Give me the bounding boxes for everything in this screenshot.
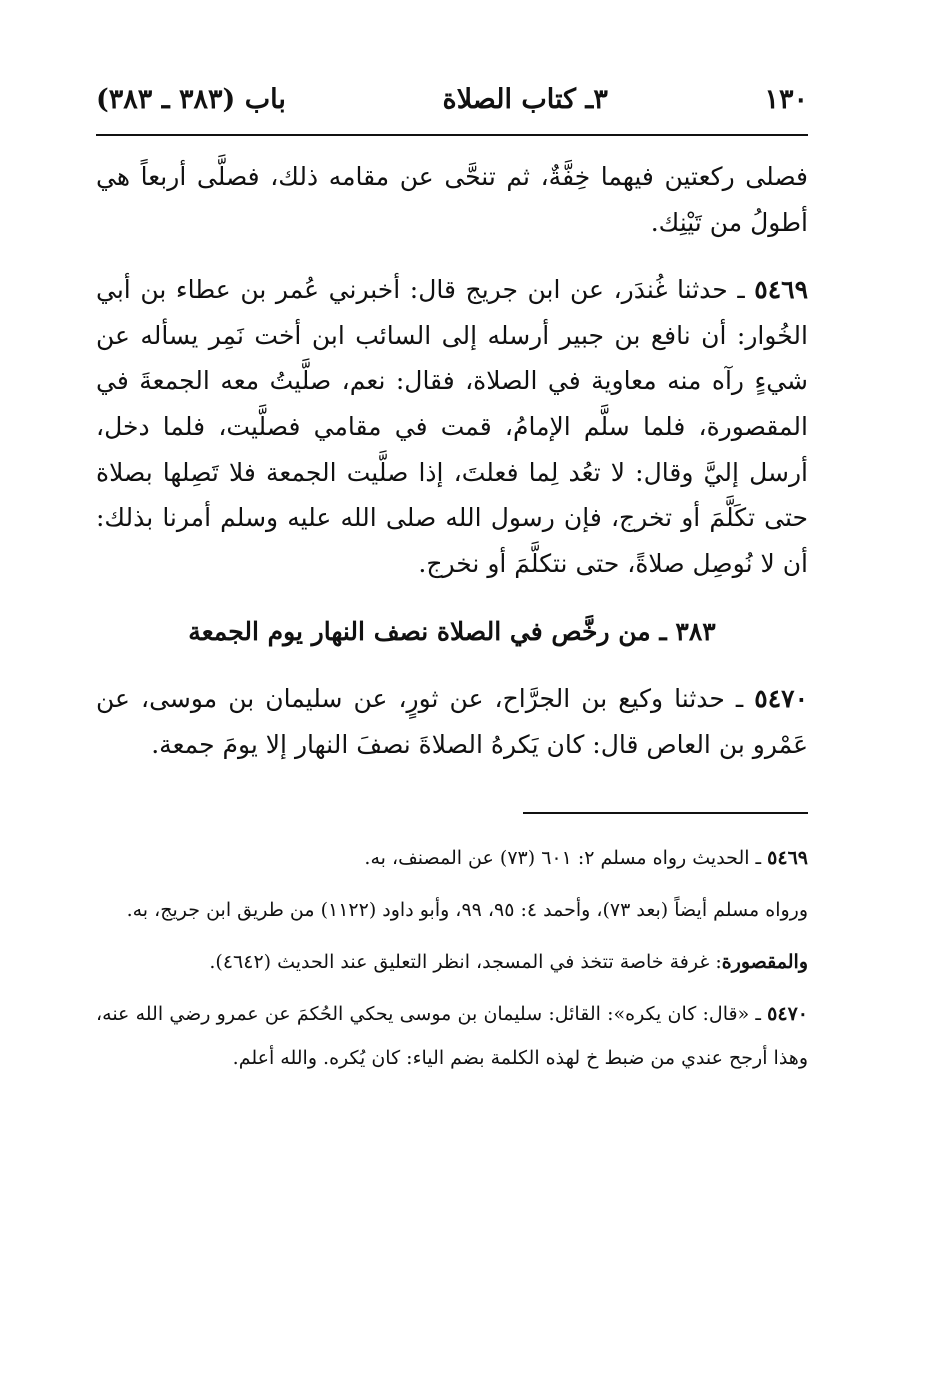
hadith-number: ٥٤٦٩ [754,275,808,305]
book-page [96,84,808,1080]
footnote [96,836,808,880]
book-title: ٣ـ كتاب الصلاة [442,84,608,115]
footnote-text: : غرفة خاصة تتخذ في المسجد، انظر التعليق عند الحديث (٤٦٤٢). [209,950,722,973]
paragraph-text: ـ حدثنا غُندَر، عن ابن جريج قال: أخبرني عُمر بن عطاء بن أبي الخُوار: أن نافع بن جبير أرسله إلى السائب ابن أخت نَمِر يسأله عن شيءٍ رآه منه معاوية في الصلاة، فقال: نعم، صلَّيتُ معه الجمعةَ في المقصورة، فلما سلَّم الإمامُ، قمت في مقامي فصلَّيت، فلما دخل، أرسل إليَّ وقال: لا تعُد لِما فعلتَ، إذا صلَّيت الجمعة فلا تَصِلها بصلاة حتى تكَلَّمَ أو تخرج، فإن رسول الله صلى الله عليه وسلم أمرنا بذلك: أن لا نُوصِل صلاةً، حتى نتكلَّمَ أو نخرج. [96,275,808,578]
chapter-range: باب (٣٨٣ ـ ٣٨٣) [96,84,286,115]
hadith-number: ٥٤٧٠ [754,684,808,714]
main-text [96,154,808,768]
paragraph-continuation [96,154,808,245]
footnote-number: ٥٤٦٩ [767,846,808,869]
footnote-divider [523,812,808,814]
footnote-number: ٥٤٧٠ [767,1002,808,1025]
paragraph-text: ـ حدثنا وكيع بن الجرَّاح، عن ثورٍ، عن سليمان بن موسى، عن عَمْرو بن العاص قال: كان يَكرهُ الصلاةَ نصفَ النهار إلا يومَ جمعة. [96,684,808,759]
paragraph-hadith-5469 [96,267,808,586]
chapter-heading: ٣٨٣ ـ من رخَّص في الصلاة نصف النهار يوم الجمعة [188,617,716,647]
footnote-term: والمقصورة [721,950,808,973]
paragraph-text: فصلى ركعتين فيهما خِفَّةٌ، ثم تنحَّى عن مقامه ذلك، فصلَّى أربعاً هي أطولُ من تَيْنِك. [96,162,808,237]
footnote [96,940,808,984]
page-number: ١٣٠ [764,84,808,115]
paragraph-hadith-5470 [96,676,808,767]
footnote [96,888,808,932]
page-header [96,84,808,136]
footnote-text: ورواه مسلم أيضاً (بعد ٧٣)، وأحمد ٤: ٩٥، ٩٩، وأبو داود (١١٢٢) من طريق ابن جريج، به. [126,898,808,921]
footnotes [96,836,808,1080]
footnote-text: ـ «قال: كان يكره»: القائل: سليمان بن موسى يحكي الحُكمَ عن عمرو رضي الله عنه، وهذا أرجح عندي من ضبط خ لهذه الكلمة بضم الياء: كان يُكره. والله أعلم. [96,1002,808,1069]
footnote-text: ـ الحديث رواه مسلم ٢: ٦٠١ (٧٣) عن المصنف، به. [364,846,768,869]
footnote [96,992,808,1080]
